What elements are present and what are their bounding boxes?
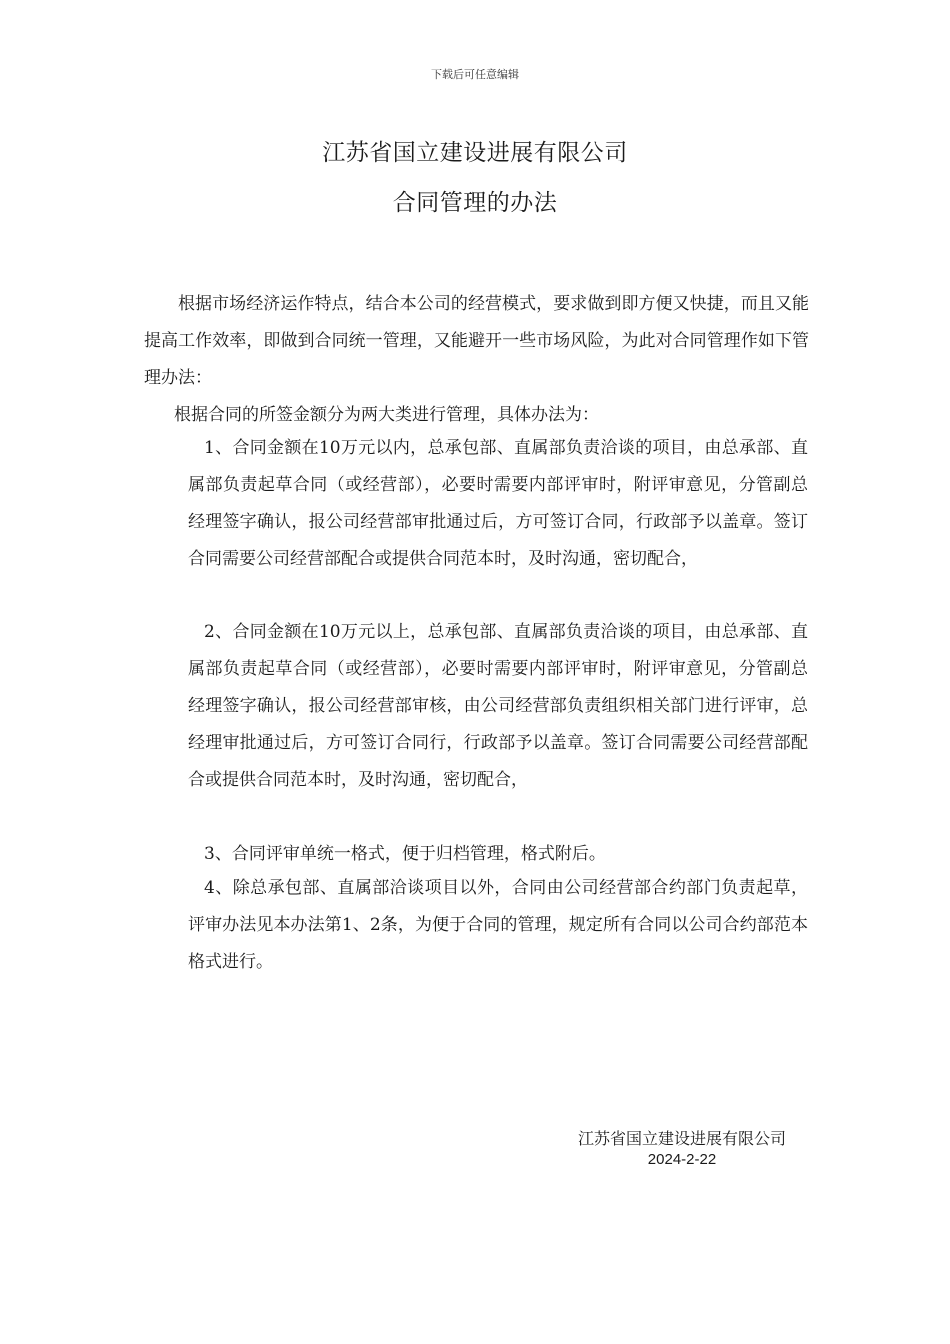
clause-3 xyxy=(188,836,808,873)
intro-paragraph: 根据市场经济运作特点，结合本公司的经营模式，要求做到即方便又快捷，而且又能提高工作效率，即做到合同统一管理，又能避开一些市场风险，为此对合同管理作如下管理办法： xyxy=(144,294,809,388)
clause-4-number: 4、 xyxy=(204,878,233,898)
clause-1-number: 1、 xyxy=(204,438,233,458)
clause-3-text: 合同评审单统一格式，便于归档管理，格式附后。 xyxy=(231,844,606,864)
document-title-subject: 合同管理的办法 xyxy=(392,190,558,216)
clause-2-text: 合同金额在10万元以上，总承包部、直属部负责洽谈的项目，由总承部、直属部负责起草合同（或经营部），必要时需要内部评审时，附评审意见，分管副总经理签字确认，报公司经营部审核，由公司经营部负责组织相关部门进行评审，总经理审批通过后，方可签订合同行，行政部予以盖章。签订合同需要公司经营部配合或提供合同范本时，及时沟通，密切配合， xyxy=(188,622,808,790)
signature-company: 江苏省国立建设进展有限公司 xyxy=(577,1129,786,1148)
clause-3-number: 3、 xyxy=(204,844,232,864)
clause-4 xyxy=(188,870,808,981)
clause-2 xyxy=(188,614,808,799)
clause-1-text: 合同金额在10万元以内，总承包部、直属部负责洽谈的项目，由总承部、直属部负责起草合同（或经营部），必要时需要内部评审时，附评审意见，分管副总经理签字确认，报公司经营部审批通过后，方可签订合同，行政部予以盖章。签订合同需要公司经营部配合或提供合同范本时，及时沟通，密切配合， xyxy=(188,438,808,569)
signature-date: 2024-2-22 xyxy=(647,1151,717,1168)
clause-2-number: 2、 xyxy=(204,622,233,642)
clause-4-text: 除总承包部、直属部洽谈项目以外，合同由公司经营部合约部门负责起草，评审办法见本办法第1、2条，为便于合同的管理，规定所有合同以公司合约部范本格式进行。 xyxy=(188,878,808,972)
clause-1 xyxy=(188,430,808,578)
document-title-company: 江苏省国立建设进展有限公司 xyxy=(322,140,628,166)
download-note: 下载后可任意编辑 xyxy=(431,68,519,81)
lead-paragraph: 根据合同的所签金额分为两大类进行管理，具体办法为： xyxy=(174,405,599,425)
